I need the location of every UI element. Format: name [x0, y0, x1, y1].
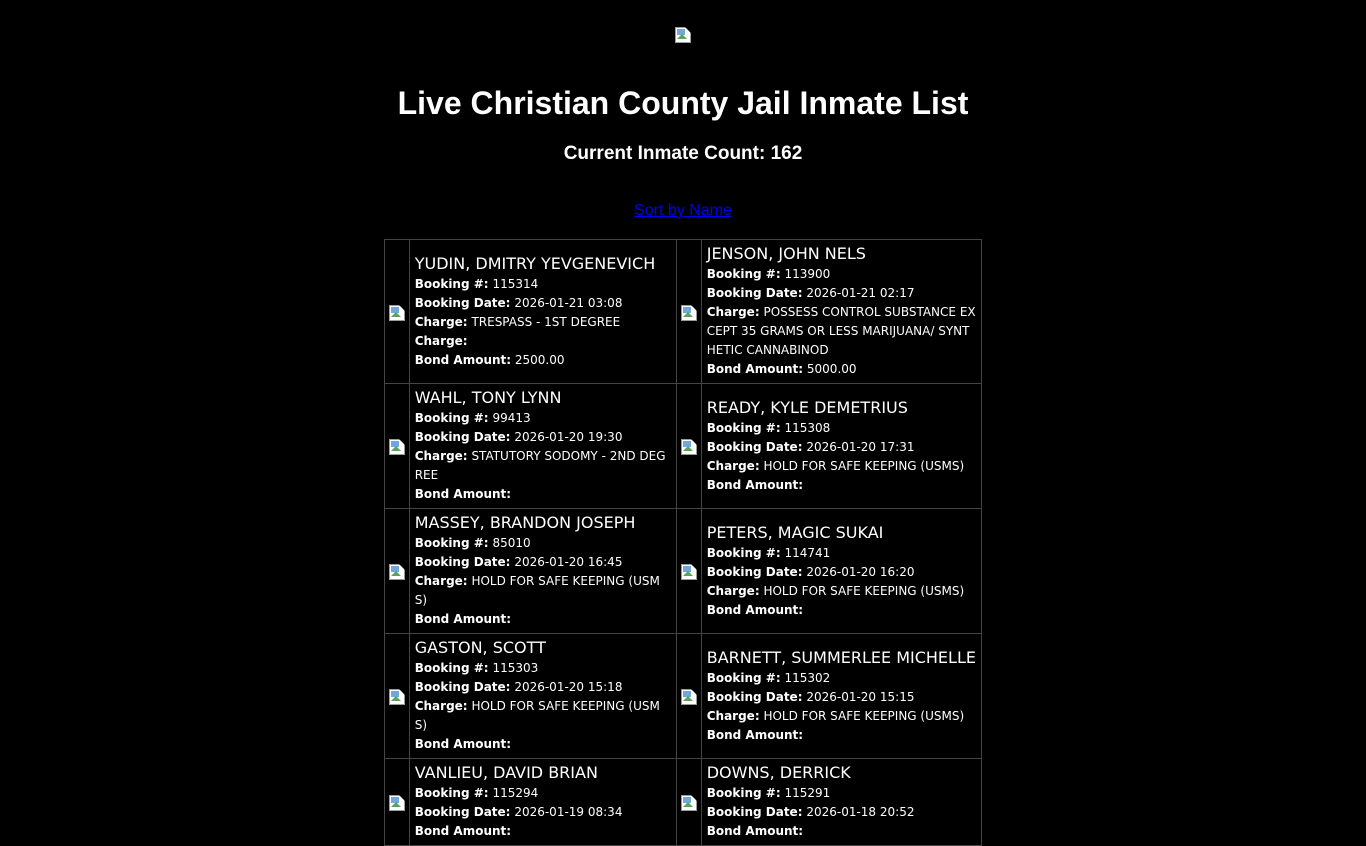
- field-value: 115308: [784, 420, 831, 435]
- field-label: Bond Amount:: [706, 727, 804, 742]
- field-label: Charge:: [414, 449, 468, 463]
- broken-image-icon: [681, 439, 697, 455]
- inmate-photo-cell: [385, 759, 410, 846]
- field-label: Booking #:: [414, 536, 489, 550]
- field-label: Charge:: [414, 314, 468, 329]
- field-label: Charge:: [414, 699, 468, 713]
- table-row: [385, 384, 982, 509]
- broken-image-icon: [389, 305, 405, 321]
- field-label: Booking #:: [706, 786, 781, 800]
- inmate-name: MASSEY, BRANDON JOSEPH: [414, 513, 636, 532]
- field-label: Bond Amount:: [706, 362, 804, 376]
- inmate-name: VANLIEU, DAVID BRIAN: [414, 763, 598, 782]
- field-label: Bond Amount:: [414, 612, 512, 626]
- inmate-name: PETERS, MAGIC SUKAI: [706, 522, 884, 542]
- inmate-info-cell: [409, 634, 676, 759]
- field-label: Booking #:: [414, 411, 489, 425]
- inmate-info-cell: [409, 509, 676, 634]
- field-value: STATUTORY SODOMY - 2ND DEGREE: [414, 449, 666, 482]
- field-value: 2500.00: [514, 352, 565, 367]
- inmate-photo-cell: [385, 384, 410, 509]
- field-value: 115314: [492, 276, 539, 291]
- inmate-field: [707, 457, 976, 476]
- inmate-name: DOWNS, DERRICK: [706, 763, 851, 782]
- field-label: Booking #:: [706, 545, 781, 560]
- field-value: 115294: [492, 786, 539, 800]
- field-value: 99413: [492, 411, 531, 425]
- inmate-name: YUDIN, DMITRY YEVGENEVICH: [414, 253, 656, 273]
- field-value: 2026-01-20 16:45: [514, 555, 623, 569]
- field-label: Booking Date:: [706, 689, 803, 704]
- inmate-field: [707, 803, 976, 822]
- inmate-field: [415, 610, 671, 629]
- inmate-table: [384, 239, 982, 846]
- inmate-field: [415, 275, 671, 294]
- field-label: Booking #:: [706, 420, 781, 435]
- inmate-info-cell: [701, 384, 981, 509]
- field-label: Booking Date:: [414, 430, 511, 444]
- field-label: Booking Date:: [414, 805, 511, 819]
- field-label: Bond Amount:: [706, 477, 804, 492]
- field-label: Charge:: [706, 583, 760, 598]
- field-value: 114741: [784, 545, 831, 560]
- broken-image-icon: [389, 564, 405, 580]
- broken-image-icon: [681, 795, 697, 811]
- field-value: HOLD FOR SAFE KEEPING (USMS): [414, 699, 660, 732]
- inmate-field: [707, 688, 976, 707]
- inmate-info-cell: [701, 240, 981, 384]
- inmate-field: [707, 438, 976, 457]
- inmate-field: [415, 351, 671, 370]
- broken-image-icon: [681, 564, 697, 580]
- broken-image-icon: [389, 689, 405, 705]
- field-label: Booking Date:: [414, 295, 511, 310]
- field-label: Booking Date:: [414, 555, 511, 569]
- field-value: HOLD FOR SAFE KEEPING (USMS): [763, 458, 965, 473]
- inmate-field: [707, 707, 976, 726]
- broken-image-icon: [681, 689, 697, 705]
- inmate-field: [707, 726, 976, 745]
- inmate-photo-cell: [677, 759, 702, 846]
- inmate-field: [707, 360, 976, 379]
- inmate-name: JENSON, JOHN NELS: [706, 244, 866, 263]
- inmate-field: [415, 678, 671, 697]
- inmate-photo-cell: [385, 509, 410, 634]
- inmate-info-cell: [701, 509, 981, 634]
- inmate-field: [415, 553, 671, 572]
- inmate-field: [707, 563, 976, 582]
- inmate-field: [707, 303, 976, 360]
- inmate-field: [415, 428, 671, 447]
- field-value: 2026-01-20 17:31: [806, 439, 915, 454]
- inmate-field: [415, 332, 671, 351]
- field-value: 2026-01-20 15:15: [806, 689, 915, 704]
- inmate-info-cell: [409, 240, 676, 384]
- inmate-field: [707, 419, 976, 438]
- inmate-photo-cell: [385, 240, 410, 384]
- broken-image-icon: [389, 795, 405, 811]
- inmate-field: [707, 265, 976, 284]
- inmate-photo-cell: [385, 634, 410, 759]
- field-value: 113900: [784, 267, 831, 281]
- inmate-photo-cell: [677, 509, 702, 634]
- inmate-name: GASTON, SCOTT: [414, 638, 546, 657]
- inmate-field: [415, 659, 671, 678]
- field-value: 2026-01-20 15:18: [514, 680, 623, 694]
- inmate-field: [415, 735, 671, 754]
- field-label: Charge:: [414, 333, 468, 348]
- field-label: Booking Date:: [706, 564, 803, 579]
- inmate-field: [415, 803, 671, 822]
- inmate-field: [415, 294, 671, 313]
- inmate-table-body: [385, 240, 982, 846]
- inmate-field: [707, 582, 976, 601]
- inmate-photo-cell: [677, 384, 702, 509]
- page-title: Live Christian County Jail Inmate List: [397, 85, 969, 121]
- table-row: [385, 759, 982, 846]
- inmate-field: [415, 697, 671, 735]
- inmate-field: [415, 534, 671, 553]
- field-label: Charge:: [414, 574, 468, 588]
- table-row: [385, 634, 982, 759]
- field-label: Bond Amount:: [706, 824, 804, 838]
- field-label: Booking #:: [414, 786, 489, 800]
- field-value: POSSESS CONTROL SUBSTANCE EXCEPT 35 GRAMS OR LESS MARIJUANA/ SYNTHETIC CANNABINOD: [706, 305, 976, 357]
- inmate-field: [415, 485, 671, 504]
- field-label: Bond Amount:: [414, 737, 512, 751]
- field-label: Bond Amount:: [706, 602, 804, 617]
- field-value: HOLD FOR SAFE KEEPING (USMS): [763, 583, 965, 598]
- field-label: Booking #:: [706, 670, 781, 685]
- inmate-field: [707, 284, 976, 303]
- field-label: Charge:: [706, 305, 760, 319]
- inmate-field: [707, 476, 976, 495]
- inmate-info-cell: [701, 759, 981, 846]
- field-value: 115302: [784, 670, 831, 685]
- sort-link-container: [0, 201, 1366, 221]
- field-label: Bond Amount:: [414, 352, 512, 367]
- inmate-info-cell: [409, 759, 676, 846]
- inmate-field: [707, 601, 976, 620]
- table-row: [385, 509, 982, 634]
- inmate-photo-cell: [677, 634, 702, 759]
- field-value: 2026-01-21 02:17: [806, 286, 915, 300]
- inmate-count: Current Inmate Count: 162: [563, 143, 803, 164]
- field-label: Booking #:: [414, 276, 489, 291]
- inmate-field: [415, 313, 671, 332]
- field-value: 115303: [492, 661, 539, 675]
- field-label: Booking #:: [706, 267, 781, 281]
- field-value: 115291: [784, 786, 831, 800]
- table-row: [385, 240, 982, 384]
- field-label: Booking #:: [414, 661, 489, 675]
- inmate-field: [415, 447, 671, 485]
- inmate-name: BARNETT, SUMMERLEE MICHELLE: [706, 647, 976, 667]
- inmate-field: [707, 669, 976, 688]
- field-value: TRESPASS - 1ST DEGREE: [471, 314, 621, 329]
- field-value: 2026-01-18 20:52: [806, 805, 915, 819]
- field-value: 2026-01-20 19:30: [514, 430, 623, 444]
- field-label: Charge:: [706, 458, 760, 473]
- field-value: 2026-01-19 08:34: [514, 805, 623, 819]
- sort-by-name-link[interactable]: Sort by Name: [634, 202, 732, 219]
- field-label: Booking Date:: [706, 805, 803, 819]
- broken-image-icon: [389, 439, 405, 455]
- field-value: 2026-01-20 16:20: [806, 564, 915, 579]
- field-label: Booking Date:: [414, 680, 511, 694]
- field-label: Charge:: [706, 708, 760, 723]
- field-value: HOLD FOR SAFE KEEPING (USMS): [763, 708, 965, 723]
- inmate-field: [707, 822, 976, 841]
- field-value: HOLD FOR SAFE KEEPING (USMS): [414, 574, 660, 607]
- header-image: [675, 27, 691, 43]
- field-value: 85010: [492, 536, 531, 550]
- inmate-info-cell: [409, 384, 676, 509]
- inmate-field: [707, 544, 976, 563]
- inmate-field: [415, 409, 671, 428]
- field-value: 2026-01-21 03:08: [514, 295, 623, 310]
- inmate-name: READY, KYLE DEMETRIUS: [706, 397, 908, 417]
- field-label: Booking Date:: [706, 286, 803, 300]
- inmate-photo-cell: [677, 240, 702, 384]
- field-value: 5000.00: [806, 362, 857, 376]
- broken-image-icon: [675, 27, 691, 43]
- inmate-info-cell: [701, 634, 981, 759]
- inmate-name: WAHL, TONY LYNN: [414, 388, 562, 407]
- field-label: Bond Amount:: [414, 487, 512, 501]
- inmate-field: [415, 784, 671, 803]
- field-label: Booking Date:: [706, 439, 803, 454]
- inmate-field: [707, 784, 976, 803]
- broken-image-icon: [681, 305, 697, 321]
- field-label: Bond Amount:: [414, 824, 512, 838]
- inmate-field: [415, 572, 671, 610]
- inmate-field: [415, 822, 671, 841]
